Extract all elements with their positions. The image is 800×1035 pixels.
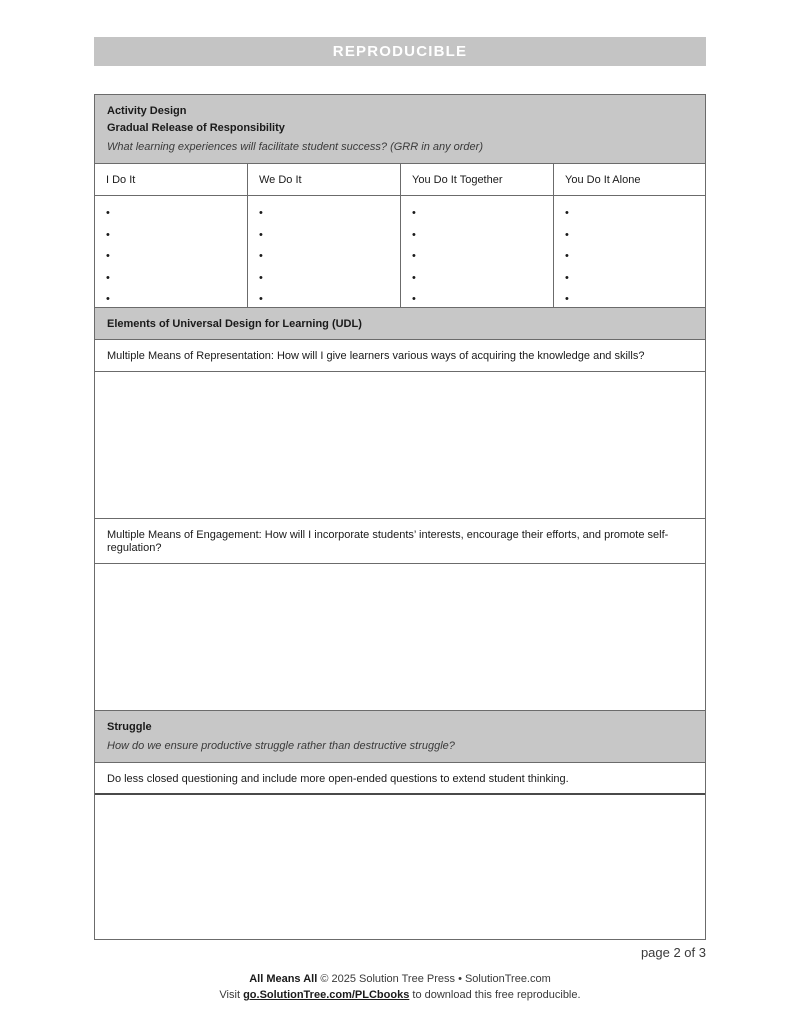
column-i-do-it xyxy=(95,164,248,196)
i-do-it-cell[interactable] xyxy=(95,196,248,308)
you-do-it-alone-cell[interactable] xyxy=(554,196,705,308)
reproducible-banner: REPRODUCIBLE xyxy=(94,37,706,66)
struggle-title: Struggle xyxy=(107,721,152,733)
bullet-item: • xyxy=(565,228,569,241)
bullet-item: • xyxy=(259,271,263,284)
bullet-list xyxy=(259,205,263,313)
bullet-item: • xyxy=(106,293,110,305)
column-label: You Do It Together xyxy=(412,174,503,186)
bullet-item: • xyxy=(565,250,569,262)
column-label: You Do It Alone xyxy=(565,174,641,186)
grr-bullet-area xyxy=(95,195,705,308)
engagement-answer-area[interactable] xyxy=(95,563,705,710)
we-do-it-cell[interactable] xyxy=(248,196,401,308)
grr-subtitle: Gradual Release of Responsibility xyxy=(107,122,285,134)
bullet-item: • xyxy=(259,250,263,262)
column-label: I Do It xyxy=(106,174,136,186)
column-you-do-it-together xyxy=(401,164,554,196)
bullet-list xyxy=(565,205,569,313)
bullet-item: • xyxy=(565,271,569,284)
activity-design-header xyxy=(95,95,705,163)
grr-column-headers xyxy=(95,163,705,196)
bullet-list xyxy=(412,205,416,313)
bullet-item: • xyxy=(412,250,416,262)
bullet-list xyxy=(106,205,110,313)
activity-form xyxy=(94,94,706,940)
struggle-tip-row xyxy=(95,762,705,794)
footer-credit xyxy=(0,973,800,985)
footer-download xyxy=(0,989,800,1001)
bullet-item: • xyxy=(412,271,416,284)
bullet-item: • xyxy=(412,228,416,241)
column-label: We Do It xyxy=(259,174,302,186)
struggle-tip: Do less closed questioning and include more open-ended questions to extend student thinking. xyxy=(107,773,569,785)
bullet-item: • xyxy=(259,293,263,305)
visit-text: Visit xyxy=(219,989,241,1001)
activity-design-title: Activity Design xyxy=(107,105,187,117)
you-do-it-together-cell[interactable] xyxy=(401,196,554,308)
bullet-item: • xyxy=(565,207,569,219)
representation-prompt: Multiple Means of Representation: How will I give learners various ways of acquiring the knowledge and skills? xyxy=(107,350,645,362)
representation-prompt-row xyxy=(95,339,705,371)
struggle-question: How do we ensure productive struggle rather than destructive struggle? xyxy=(107,740,455,752)
udl-title: Elements of Universal Design for Learning (UDL) xyxy=(107,318,362,330)
download-suffix: to download this free reproducible. xyxy=(412,989,581,1001)
engagement-prompt: Multiple Means of Engagement: How will I incorporate students’ interests, encourage their efforts, and promote self-regulation? xyxy=(107,529,669,554)
struggle-header xyxy=(95,710,705,762)
bullet-item: • xyxy=(106,250,110,262)
bullet-item: • xyxy=(259,228,263,241)
column-we-do-it xyxy=(248,164,401,196)
bullet-item: • xyxy=(106,271,110,284)
bullet-item: • xyxy=(412,293,416,305)
engagement-prompt-row xyxy=(95,518,705,563)
book-title: All Means All xyxy=(249,973,318,985)
bullet-item: • xyxy=(106,207,110,219)
representation-answer-area[interactable] xyxy=(95,371,705,518)
grr-question: What learning experiences will facilitate student success? (GRR in any order) xyxy=(107,141,483,153)
udl-header xyxy=(95,307,705,339)
bullet-item: • xyxy=(412,207,416,219)
bullet-item: • xyxy=(106,228,110,241)
copyright-text: © 2025 Solution Tree Press • SolutionTree.com xyxy=(320,973,551,985)
bullet-item: • xyxy=(565,293,569,305)
struggle-answer-area[interactable] xyxy=(95,793,705,939)
bullet-item: • xyxy=(259,207,263,219)
download-link[interactable]: go.SolutionTree.com/PLCbooks xyxy=(243,989,410,1001)
column-you-do-it-alone xyxy=(554,164,705,196)
page-number: page 2 of 3 xyxy=(640,945,706,960)
